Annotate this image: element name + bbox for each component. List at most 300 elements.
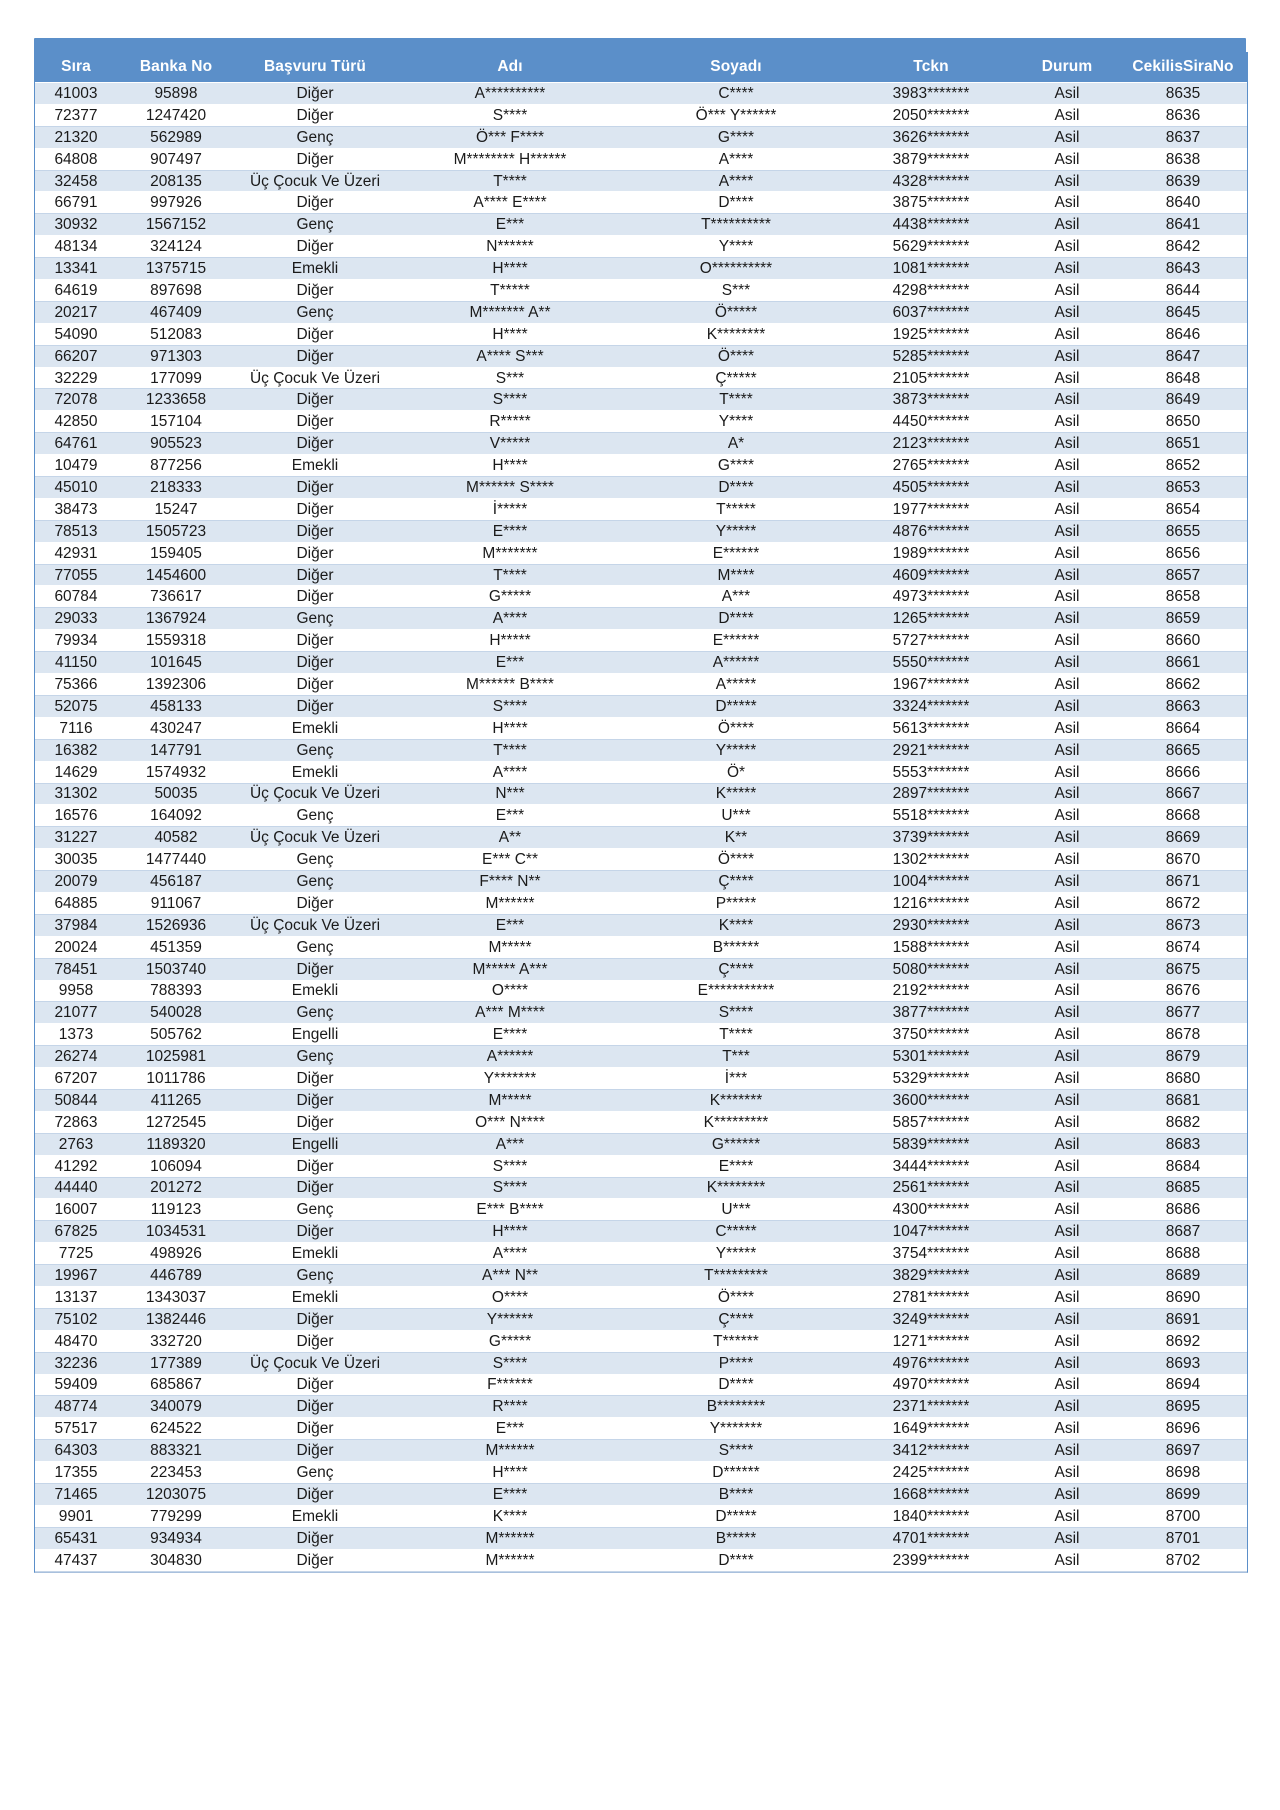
table-row[interactable]	[35, 783, 1247, 805]
cell-banka: 736617	[117, 586, 235, 608]
cell-soyadi: A****	[625, 170, 847, 192]
cell-basvuru: Genç	[235, 126, 395, 148]
cell-banka: 1233658	[117, 389, 235, 411]
cell-adi: M*****	[395, 1089, 625, 1111]
column-header-banka-no[interactable]: Banka No	[117, 52, 235, 83]
cell-cekilis: 8686	[1119, 1199, 1247, 1221]
cell-soyadi: P*****	[625, 892, 847, 914]
cell-basvuru: Diğer	[235, 958, 395, 980]
cell-tckn: 2425*******	[847, 1462, 1015, 1484]
table-row[interactable]	[35, 1396, 1247, 1418]
cell-durum: Asil	[1015, 345, 1119, 367]
cell-adi: M***** A***	[395, 958, 625, 980]
cell-sira: 31302	[35, 783, 117, 805]
table-row[interactable]	[35, 1155, 1247, 1177]
cell-sira: 78451	[35, 958, 117, 980]
cell-tckn: 5553*******	[847, 761, 1015, 783]
cell-banka: 101645	[117, 652, 235, 674]
cell-banka: 304830	[117, 1549, 235, 1571]
cell-soyadi: Y****	[625, 411, 847, 433]
table-row[interactable]	[35, 192, 1247, 214]
cell-soyadi: E****	[625, 1155, 847, 1177]
table-row[interactable]	[35, 1002, 1247, 1024]
cell-soyadi: Ç****	[625, 1308, 847, 1330]
cell-basvuru: Diğer	[235, 1330, 395, 1352]
cell-cekilis: 8700	[1119, 1505, 1247, 1527]
cell-sira: 17355	[35, 1462, 117, 1484]
cell-tckn: 2105*******	[847, 367, 1015, 389]
cell-tckn: 1004*******	[847, 871, 1015, 893]
cell-banka: 119123	[117, 1199, 235, 1221]
cell-sira: 79934	[35, 630, 117, 652]
cell-cekilis: 8665	[1119, 739, 1247, 761]
cell-banka: 907497	[117, 148, 235, 170]
cell-durum: Asil	[1015, 892, 1119, 914]
cell-tckn: 5285*******	[847, 345, 1015, 367]
cell-basvuru: Diğer	[235, 1111, 395, 1133]
cell-tckn: 1649*******	[847, 1418, 1015, 1440]
cell-durum: Asil	[1015, 323, 1119, 345]
cell-cekilis: 8666	[1119, 761, 1247, 783]
cell-adi: M****** B****	[395, 674, 625, 696]
table-row[interactable]	[35, 498, 1247, 520]
cell-cekilis: 8662	[1119, 674, 1247, 696]
cell-sira: 10479	[35, 455, 117, 477]
table-row[interactable]	[35, 1133, 1247, 1155]
column-header-tckn[interactable]: Tckn	[847, 52, 1015, 83]
cell-tckn: 2123*******	[847, 433, 1015, 455]
cell-basvuru: Engelli	[235, 1133, 395, 1155]
table-row[interactable]	[35, 1484, 1247, 1506]
cell-tckn: 5857*******	[847, 1111, 1015, 1133]
cell-cekilis: 8654	[1119, 498, 1247, 520]
cell-adi: H****	[395, 455, 625, 477]
cell-basvuru: Emekli	[235, 1505, 395, 1527]
cell-durum: Asil	[1015, 411, 1119, 433]
table-row[interactable]	[35, 1024, 1247, 1046]
table-row[interactable]	[35, 323, 1247, 345]
cell-adi: A******	[395, 1046, 625, 1068]
cell-banka: 1343037	[117, 1286, 235, 1308]
table-row[interactable]	[35, 1352, 1247, 1374]
cell-adi: H*****	[395, 630, 625, 652]
cell-cekilis: 8650	[1119, 411, 1247, 433]
cell-adi: A**	[395, 827, 625, 849]
cell-sira: 66207	[35, 345, 117, 367]
table-row[interactable]	[35, 739, 1247, 761]
table-row[interactable]	[35, 805, 1247, 827]
cell-tckn: 2930*******	[847, 914, 1015, 936]
cell-basvuru: Genç	[235, 608, 395, 630]
table-row[interactable]	[35, 1374, 1247, 1396]
cell-adi: F******	[395, 1374, 625, 1396]
cell-banka: 451359	[117, 936, 235, 958]
cell-banka: 1503740	[117, 958, 235, 980]
cell-basvuru: Diğer	[235, 520, 395, 542]
cell-sira: 72078	[35, 389, 117, 411]
column-header-basvuru-turu[interactable]: Başvuru Türü	[235, 52, 395, 83]
table-row[interactable]	[35, 1177, 1247, 1199]
cell-soyadi: G******	[625, 1133, 847, 1155]
table-row[interactable]	[35, 345, 1247, 367]
table-row[interactable]	[35, 652, 1247, 674]
cell-sira: 7116	[35, 717, 117, 739]
table-row[interactable]	[35, 1330, 1247, 1352]
cell-banka: 15247	[117, 498, 235, 520]
table-row[interactable]	[35, 104, 1247, 126]
cell-durum: Asil	[1015, 367, 1119, 389]
cell-soyadi: T**********	[625, 214, 847, 236]
cell-basvuru: Üç Çocuk Ve Üzeri	[235, 1352, 395, 1374]
cell-cekilis: 8637	[1119, 126, 1247, 148]
cell-basvuru: Emekli	[235, 455, 395, 477]
cell-cekilis: 8648	[1119, 367, 1247, 389]
table-row[interactable]	[35, 1308, 1247, 1330]
table-header-row	[35, 52, 1247, 83]
cell-sira: 20079	[35, 871, 117, 893]
cell-soyadi: D*****	[625, 1505, 847, 1527]
cell-sira: 77055	[35, 564, 117, 586]
cell-tckn: 3754*******	[847, 1243, 1015, 1265]
cell-banka: 1011786	[117, 1068, 235, 1090]
table-row[interactable]	[35, 411, 1247, 433]
table-row[interactable]	[35, 280, 1247, 302]
cell-durum: Asil	[1015, 1527, 1119, 1549]
cell-soyadi: Ö*	[625, 761, 847, 783]
cell-basvuru: Diğer	[235, 1440, 395, 1462]
table-row[interactable]	[35, 433, 1247, 455]
cell-cekilis: 8699	[1119, 1484, 1247, 1506]
cell-sira: 30932	[35, 214, 117, 236]
cell-banka: 540028	[117, 1002, 235, 1024]
cell-durum: Asil	[1015, 258, 1119, 280]
cell-soyadi: E******	[625, 630, 847, 652]
cell-durum: Asil	[1015, 914, 1119, 936]
table-row[interactable]	[35, 1286, 1247, 1308]
cell-soyadi: B********	[625, 1396, 847, 1418]
cell-tckn: 5518*******	[847, 805, 1015, 827]
cell-basvuru: Diğer	[235, 564, 395, 586]
cell-tckn: 1977*******	[847, 498, 1015, 520]
table-row[interactable]	[35, 936, 1247, 958]
cell-tckn: 3249*******	[847, 1308, 1015, 1330]
cell-durum: Asil	[1015, 1089, 1119, 1111]
table-row[interactable]	[35, 83, 1247, 105]
table-row[interactable]	[35, 980, 1247, 1002]
cell-banka: 505762	[117, 1024, 235, 1046]
cell-adi: E****	[395, 1024, 625, 1046]
cell-basvuru: Diğer	[235, 83, 395, 105]
cell-tckn: 3444*******	[847, 1155, 1015, 1177]
cell-soyadi: K*****	[625, 783, 847, 805]
cell-banka: 40582	[117, 827, 235, 849]
table-row[interactable]	[35, 1089, 1247, 1111]
cell-basvuru: Üç Çocuk Ve Üzeri	[235, 367, 395, 389]
cell-adi: İ*****	[395, 498, 625, 520]
cell-tckn: 4701*******	[847, 1527, 1015, 1549]
cell-banka: 624522	[117, 1418, 235, 1440]
table-row[interactable]	[35, 586, 1247, 608]
cell-adi: F**** N**	[395, 871, 625, 893]
table-row[interactable]	[35, 170, 1247, 192]
table-row[interactable]	[35, 1418, 1247, 1440]
cell-tckn: 5301*******	[847, 1046, 1015, 1068]
cell-cekilis: 8679	[1119, 1046, 1247, 1068]
cell-adi: A****	[395, 1243, 625, 1265]
cell-cekilis: 8651	[1119, 433, 1247, 455]
cell-sira: 44440	[35, 1177, 117, 1199]
cell-adi: E***	[395, 914, 625, 936]
cell-tckn: 1302*******	[847, 849, 1015, 871]
cell-sira: 29033	[35, 608, 117, 630]
cell-durum: Asil	[1015, 1024, 1119, 1046]
table-row[interactable]	[35, 958, 1247, 980]
cell-cekilis: 8640	[1119, 192, 1247, 214]
column-header-soyadi[interactable]: Soyadı	[625, 52, 847, 83]
cell-durum: Asil	[1015, 1002, 1119, 1024]
table-row[interactable]	[35, 849, 1247, 871]
table-row[interactable]	[35, 717, 1247, 739]
cell-durum: Asil	[1015, 433, 1119, 455]
cell-tckn: 2781*******	[847, 1286, 1015, 1308]
column-header-cekilis-sira-no[interactable]: CekilisSiraNo	[1119, 52, 1247, 83]
cell-adi: A*** M****	[395, 1002, 625, 1024]
cell-tckn: 4876*******	[847, 520, 1015, 542]
table-row[interactable]	[35, 1440, 1247, 1462]
table-row[interactable]	[35, 126, 1247, 148]
cell-banka: 883321	[117, 1440, 235, 1462]
cell-durum: Asil	[1015, 520, 1119, 542]
cell-soyadi: B****	[625, 1484, 847, 1506]
table-row[interactable]	[35, 871, 1247, 893]
cell-sira: 72863	[35, 1111, 117, 1133]
cell-adi: H****	[395, 1462, 625, 1484]
cell-sira: 7725	[35, 1243, 117, 1265]
cell-cekilis: 8659	[1119, 608, 1247, 630]
cell-soyadi: E***********	[625, 980, 847, 1002]
table-row[interactable]	[35, 674, 1247, 696]
table-row[interactable]	[35, 389, 1247, 411]
cell-soyadi: D******	[625, 1462, 847, 1484]
cell-sira: 48134	[35, 236, 117, 258]
table-row[interactable]	[35, 1462, 1247, 1484]
cell-cekilis: 8680	[1119, 1068, 1247, 1090]
cell-durum: Asil	[1015, 936, 1119, 958]
cell-basvuru: Emekli	[235, 258, 395, 280]
cell-sira: 37984	[35, 914, 117, 936]
cell-adi: A*** N**	[395, 1265, 625, 1287]
cell-tckn: 5613*******	[847, 717, 1015, 739]
cell-banka: 1034531	[117, 1221, 235, 1243]
cell-durum: Asil	[1015, 564, 1119, 586]
cell-banka: 458133	[117, 695, 235, 717]
cell-durum: Asil	[1015, 980, 1119, 1002]
table-row[interactable]	[35, 1265, 1247, 1287]
table-row[interactable]	[35, 1068, 1247, 1090]
cell-basvuru: Diğer	[235, 433, 395, 455]
table-row[interactable]	[35, 1549, 1247, 1571]
cell-tckn: 3412*******	[847, 1440, 1015, 1462]
table-row[interactable]	[35, 542, 1247, 564]
cell-adi: H****	[395, 717, 625, 739]
cell-basvuru: Diğer	[235, 345, 395, 367]
cell-durum: Asil	[1015, 1549, 1119, 1571]
table-row[interactable]	[35, 301, 1247, 323]
cell-cekilis: 8674	[1119, 936, 1247, 958]
cell-banka: 223453	[117, 1462, 235, 1484]
cell-soyadi: K****	[625, 914, 847, 936]
cell-sira: 48470	[35, 1330, 117, 1352]
table-row[interactable]	[35, 564, 1247, 586]
cell-banka: 95898	[117, 83, 235, 105]
cell-cekilis: 8639	[1119, 170, 1247, 192]
cell-durum: Asil	[1015, 1133, 1119, 1155]
cell-soyadi: B******	[625, 936, 847, 958]
cell-sira: 1373	[35, 1024, 117, 1046]
cell-soyadi: T*****	[625, 498, 847, 520]
table-row[interactable]	[35, 1111, 1247, 1133]
cell-durum: Asil	[1015, 1155, 1119, 1177]
cell-tckn: 3873*******	[847, 389, 1015, 411]
cell-banka: 208135	[117, 170, 235, 192]
cell-cekilis: 8688	[1119, 1243, 1247, 1265]
cell-durum: Asil	[1015, 498, 1119, 520]
cell-sira: 64761	[35, 433, 117, 455]
cell-sira: 42850	[35, 411, 117, 433]
table-row[interactable]	[35, 914, 1247, 936]
table-row[interactable]	[35, 630, 1247, 652]
cell-basvuru: Genç	[235, 1199, 395, 1221]
cell-adi: M****** S****	[395, 477, 625, 499]
cell-adi: S****	[395, 1155, 625, 1177]
cell-sira: 9958	[35, 980, 117, 1002]
table-row[interactable]	[35, 214, 1247, 236]
table-row[interactable]	[35, 1199, 1247, 1221]
results-table-container	[34, 52, 1248, 1573]
cell-soyadi: D****	[625, 192, 847, 214]
cell-tckn: 1840*******	[847, 1505, 1015, 1527]
cell-durum: Asil	[1015, 104, 1119, 126]
column-header-adi[interactable]: Adı	[395, 52, 625, 83]
table-row[interactable]	[35, 761, 1247, 783]
cell-basvuru: Diğer	[235, 236, 395, 258]
cell-banka: 1203075	[117, 1484, 235, 1506]
cell-durum: Asil	[1015, 1308, 1119, 1330]
cell-tckn: 1047*******	[847, 1221, 1015, 1243]
table-row[interactable]	[35, 258, 1247, 280]
cell-tckn: 2371*******	[847, 1396, 1015, 1418]
cell-sira: 75102	[35, 1308, 117, 1330]
table-row[interactable]	[35, 827, 1247, 849]
cell-basvuru: Diğer	[235, 542, 395, 564]
cell-tckn: 2765*******	[847, 455, 1015, 477]
cell-adi: S***	[395, 367, 625, 389]
table-row[interactable]	[35, 1046, 1247, 1068]
cell-durum: Asil	[1015, 1221, 1119, 1243]
table-row[interactable]	[35, 520, 1247, 542]
cell-sira: 41003	[35, 83, 117, 105]
cell-sira: 65431	[35, 1527, 117, 1549]
cell-soyadi: Ö*****	[625, 301, 847, 323]
table-row[interactable]	[35, 892, 1247, 914]
cell-durum: Asil	[1015, 1286, 1119, 1308]
cell-banka: 1025981	[117, 1046, 235, 1068]
cell-adi: N***	[395, 783, 625, 805]
cell-soyadi: T****	[625, 389, 847, 411]
cell-soyadi: S****	[625, 1440, 847, 1462]
cell-basvuru: Diğer	[235, 1068, 395, 1090]
cell-banka: 905523	[117, 433, 235, 455]
cell-banka: 971303	[117, 345, 235, 367]
table-row[interactable]	[35, 1527, 1247, 1549]
table-row[interactable]	[35, 236, 1247, 258]
cell-basvuru: Üç Çocuk Ve Üzeri	[235, 827, 395, 849]
cell-sira: 71465	[35, 1484, 117, 1506]
cell-banka: 164092	[117, 805, 235, 827]
cell-basvuru: Diğer	[235, 323, 395, 345]
cell-banka: 106094	[117, 1155, 235, 1177]
table-row[interactable]	[35, 367, 1247, 389]
cell-cekilis: 8671	[1119, 871, 1247, 893]
cell-adi: Y******	[395, 1308, 625, 1330]
cell-banka: 332720	[117, 1330, 235, 1352]
column-header-durum[interactable]: Durum	[1015, 52, 1119, 83]
cell-cekilis: 8652	[1119, 455, 1247, 477]
cell-cekilis: 8682	[1119, 1111, 1247, 1133]
table-row[interactable]	[35, 695, 1247, 717]
cell-durum: Asil	[1015, 1111, 1119, 1133]
cell-sira: 50844	[35, 1089, 117, 1111]
cell-basvuru: Diğer	[235, 1374, 395, 1396]
cell-sira: 78513	[35, 520, 117, 542]
table-row[interactable]	[35, 1243, 1247, 1265]
cell-tckn: 4438*******	[847, 214, 1015, 236]
column-header-sira[interactable]: Sıra	[35, 52, 117, 83]
cell-tckn: 4609*******	[847, 564, 1015, 586]
cell-banka: 430247	[117, 717, 235, 739]
table-row[interactable]	[35, 148, 1247, 170]
cell-basvuru: Diğer	[235, 586, 395, 608]
cell-durum: Asil	[1015, 608, 1119, 630]
table-row[interactable]	[35, 1505, 1247, 1527]
table-row[interactable]	[35, 455, 1247, 477]
cell-durum: Asil	[1015, 1177, 1119, 1199]
cell-cekilis: 8667	[1119, 783, 1247, 805]
cell-soyadi: S***	[625, 280, 847, 302]
cell-banka: 512083	[117, 323, 235, 345]
cell-basvuru: Emekli	[235, 761, 395, 783]
cell-durum: Asil	[1015, 1330, 1119, 1352]
cell-basvuru: Diğer	[235, 1221, 395, 1243]
cell-soyadi: G****	[625, 455, 847, 477]
cell-soyadi: M****	[625, 564, 847, 586]
cell-cekilis: 8694	[1119, 1374, 1247, 1396]
table-row[interactable]	[35, 1221, 1247, 1243]
cell-adi: A**********	[395, 83, 625, 105]
cell-basvuru: Üç Çocuk Ve Üzeri	[235, 783, 395, 805]
cell-adi: M******* A**	[395, 301, 625, 323]
cell-cekilis: 8675	[1119, 958, 1247, 980]
table-row[interactable]	[35, 477, 1247, 499]
cell-banka: 177099	[117, 367, 235, 389]
cell-banka: 340079	[117, 1396, 235, 1418]
cell-cekilis: 8690	[1119, 1286, 1247, 1308]
cell-cekilis: 8698	[1119, 1462, 1247, 1484]
cell-durum: Asil	[1015, 236, 1119, 258]
cell-soyadi: G****	[625, 126, 847, 148]
table-row[interactable]	[35, 608, 1247, 630]
cell-tckn: 1925*******	[847, 323, 1015, 345]
